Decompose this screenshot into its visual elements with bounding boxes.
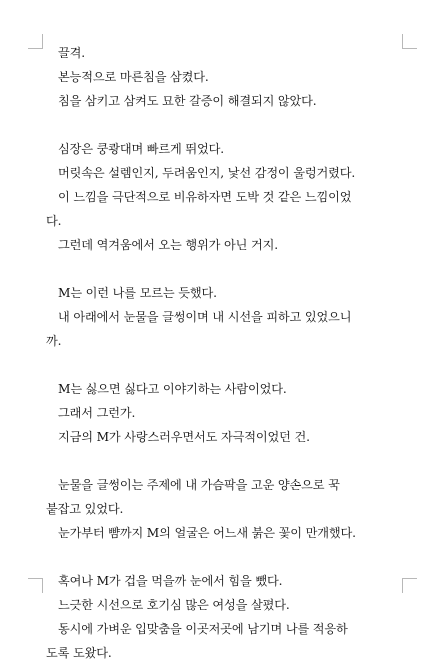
- text-line: 심장은 쿵쾅대며 빠르게 뛰었다.: [58, 142, 224, 156]
- blank-line: [46, 449, 402, 473]
- text-line: 눈가부터 뺨까지 M의 얼굴은 어느새 붉은 꽃이 만개했다.: [58, 526, 356, 540]
- text-line: 끌격.: [58, 46, 85, 60]
- text-line: 침을 삼키고 삼켜도 묘한 갈증이 해결되지 않았다.: [58, 94, 317, 108]
- text-line: M는 싫으면 싫다고 이야기하는 사람이었다.: [58, 382, 287, 396]
- text-line-continued: 다.: [46, 214, 62, 228]
- text-line: 혹여나 M가 겁을 먹을까 눈에서 힘을 뺐다.: [58, 574, 283, 588]
- text-line-continued: 도록 도왔다.: [46, 646, 112, 660]
- text-line-continued: 까.: [46, 334, 62, 348]
- text-line: 눈물을 글썽이는 주제에 내 가슴팍을 고운 양손으로 꾹: [58, 478, 340, 492]
- text-line: 느긋한 시선으로 호기심 많은 여성을 살폈다.: [58, 598, 290, 612]
- text-line: 내 아래에서 눈물을 글썽이며 내 시선을 피하고 있었으니: [58, 310, 352, 324]
- page-corner-mark-bottom-right: [402, 578, 417, 593]
- blank-line: [46, 113, 402, 137]
- document-body: [46, 41, 402, 665]
- text-line: 동시에 가벼운 입맞춤을 이곳저곳에 남기며 나를 적응하: [58, 622, 348, 636]
- blank-line: [46, 353, 402, 377]
- text-line: 그래서 그런가.: [58, 406, 136, 420]
- text-line: 이 느낌을 극단적으로 비유하자면 도박 것 같은 느낌이었: [58, 190, 352, 204]
- page-corner-mark-bottom-left: [28, 578, 43, 593]
- page-corner-mark-top-left: [28, 34, 43, 49]
- text-line: 머릿속은 설렘인지, 두려움인지, 낯선 감정이 울렁거렸다.: [58, 166, 356, 180]
- text-line: 지금의 M가 사랑스러우면서도 자극적이었던 건.: [58, 430, 310, 444]
- text-line: 본능적으로 마른침을 삼켰다.: [58, 70, 209, 84]
- text-line-continued: 붙잡고 있었다.: [46, 502, 124, 516]
- blank-line: [46, 545, 402, 569]
- page-corner-mark-top-right: [402, 34, 417, 49]
- text-line: 그런데 역겨움에서 오는 행위가 아닌 거지.: [58, 238, 278, 252]
- blank-line: [46, 257, 402, 281]
- text-line: M는 이런 나를 모르는 듯했다.: [58, 286, 217, 300]
